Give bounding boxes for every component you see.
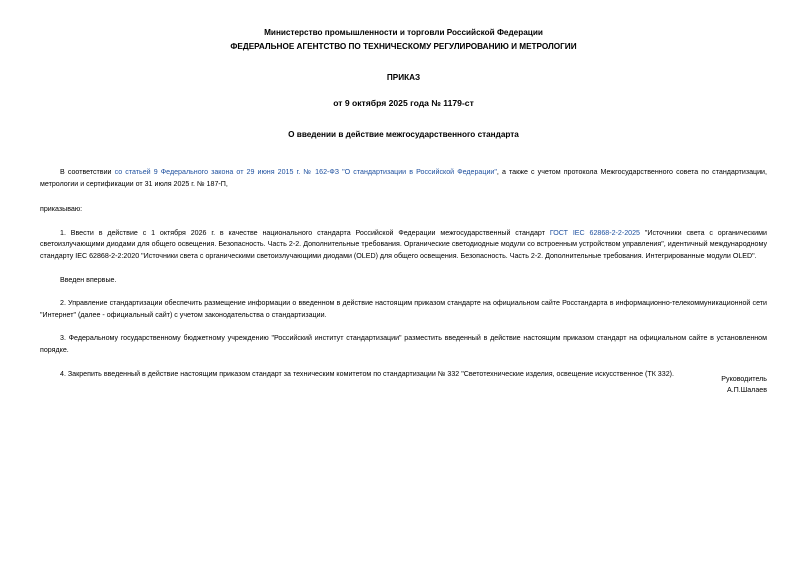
signatory-name: А.П.Шалаев	[726, 386, 767, 395]
document-type: ПРИКАЗ	[386, 73, 421, 82]
paragraph-introduced-first: Введен впервые.	[60, 275, 117, 284]
intro-text-before: В соответствии	[60, 168, 115, 176]
paragraph-item-2: 2. Управление стандартизации обеспечить размещение информации о введенном в действие настоящим приказом стандарте на официальном сайте Росстандарта в информационно-телекоммуникационной сети "Интернет" (далее - официальный сайт) с учетом законодательства о стандартизации.	[40, 299, 767, 319]
signatory-role: Руководитель	[721, 375, 767, 383]
paragraph-item-1	[40, 228, 767, 263]
law-reference-link[interactable]: со статьей 9 Федерального закона от 29 июня 2015 г. № 162-ФЗ "О стандартизации в Российской Федерации"	[114, 168, 497, 176]
paragraph-item-4: 4. Закрепить введенный в действие настоящим приказом стандарт за техническим комитетом по стандартизации № 332 "Светотехнические изделия, освещение искусственное (ТК 332).	[60, 369, 674, 378]
paragraph-item-3: 3. Федеральному государственному бюджетному учреждению "Российский институт стандартизации" разместить введенный в действие настоящим приказом стандарт на официальном сайте в установленном порядке.	[40, 334, 767, 354]
paragraph-intro	[40, 167, 767, 190]
item1-text-before: 1. Ввести в действие с 1 октября 2026 г. в качестве национального стандарта Российской Федерации межгосударственный стандарт	[60, 228, 550, 237]
intro-text-after: , а также с учетом протокола Межгосударственного совета по стандартизации, метрологии и сертификации от 31 июля 2025 г. № 187-П,	[40, 168, 767, 188]
paragraph-orders-word: приказываю:	[40, 205, 83, 214]
ministry-heading: Министерство промышленности и торговли Российской Федерации	[264, 28, 543, 37]
signature-block	[721, 374, 767, 397]
document-date-number: от 9 октября 2025 года № 1179-ст	[333, 98, 474, 108]
standard-reference-link[interactable]: ГОСТ IEC 62868-2-2-2025	[549, 228, 640, 237]
item1-text-after: "Источники света с органическими светоизлучающими диодами для общего освещения. Безопасность. Часть 2-2. Дополнительные требования. Органические светодиодные модули со встроенным устройством управления", идентичный международному стандарту IEC 62868-2-2:2020 "Источники света с органическими светоизлучающими диодами (OLED) для общего освещения. Безопасность. Часть 2-2. Дополнительные требования. Интегрированные модули OLED".	[40, 228, 767, 260]
agency-heading: ФЕДЕРАЛЬНОЕ АГЕНТСТВО ПО ТЕХНИЧЕСКОМУ РЕГУЛИРОВАНИЮ И МЕТРОЛОГИИ	[230, 42, 577, 51]
document-subject: О введении в действие межгосударственного стандарта	[288, 130, 519, 139]
